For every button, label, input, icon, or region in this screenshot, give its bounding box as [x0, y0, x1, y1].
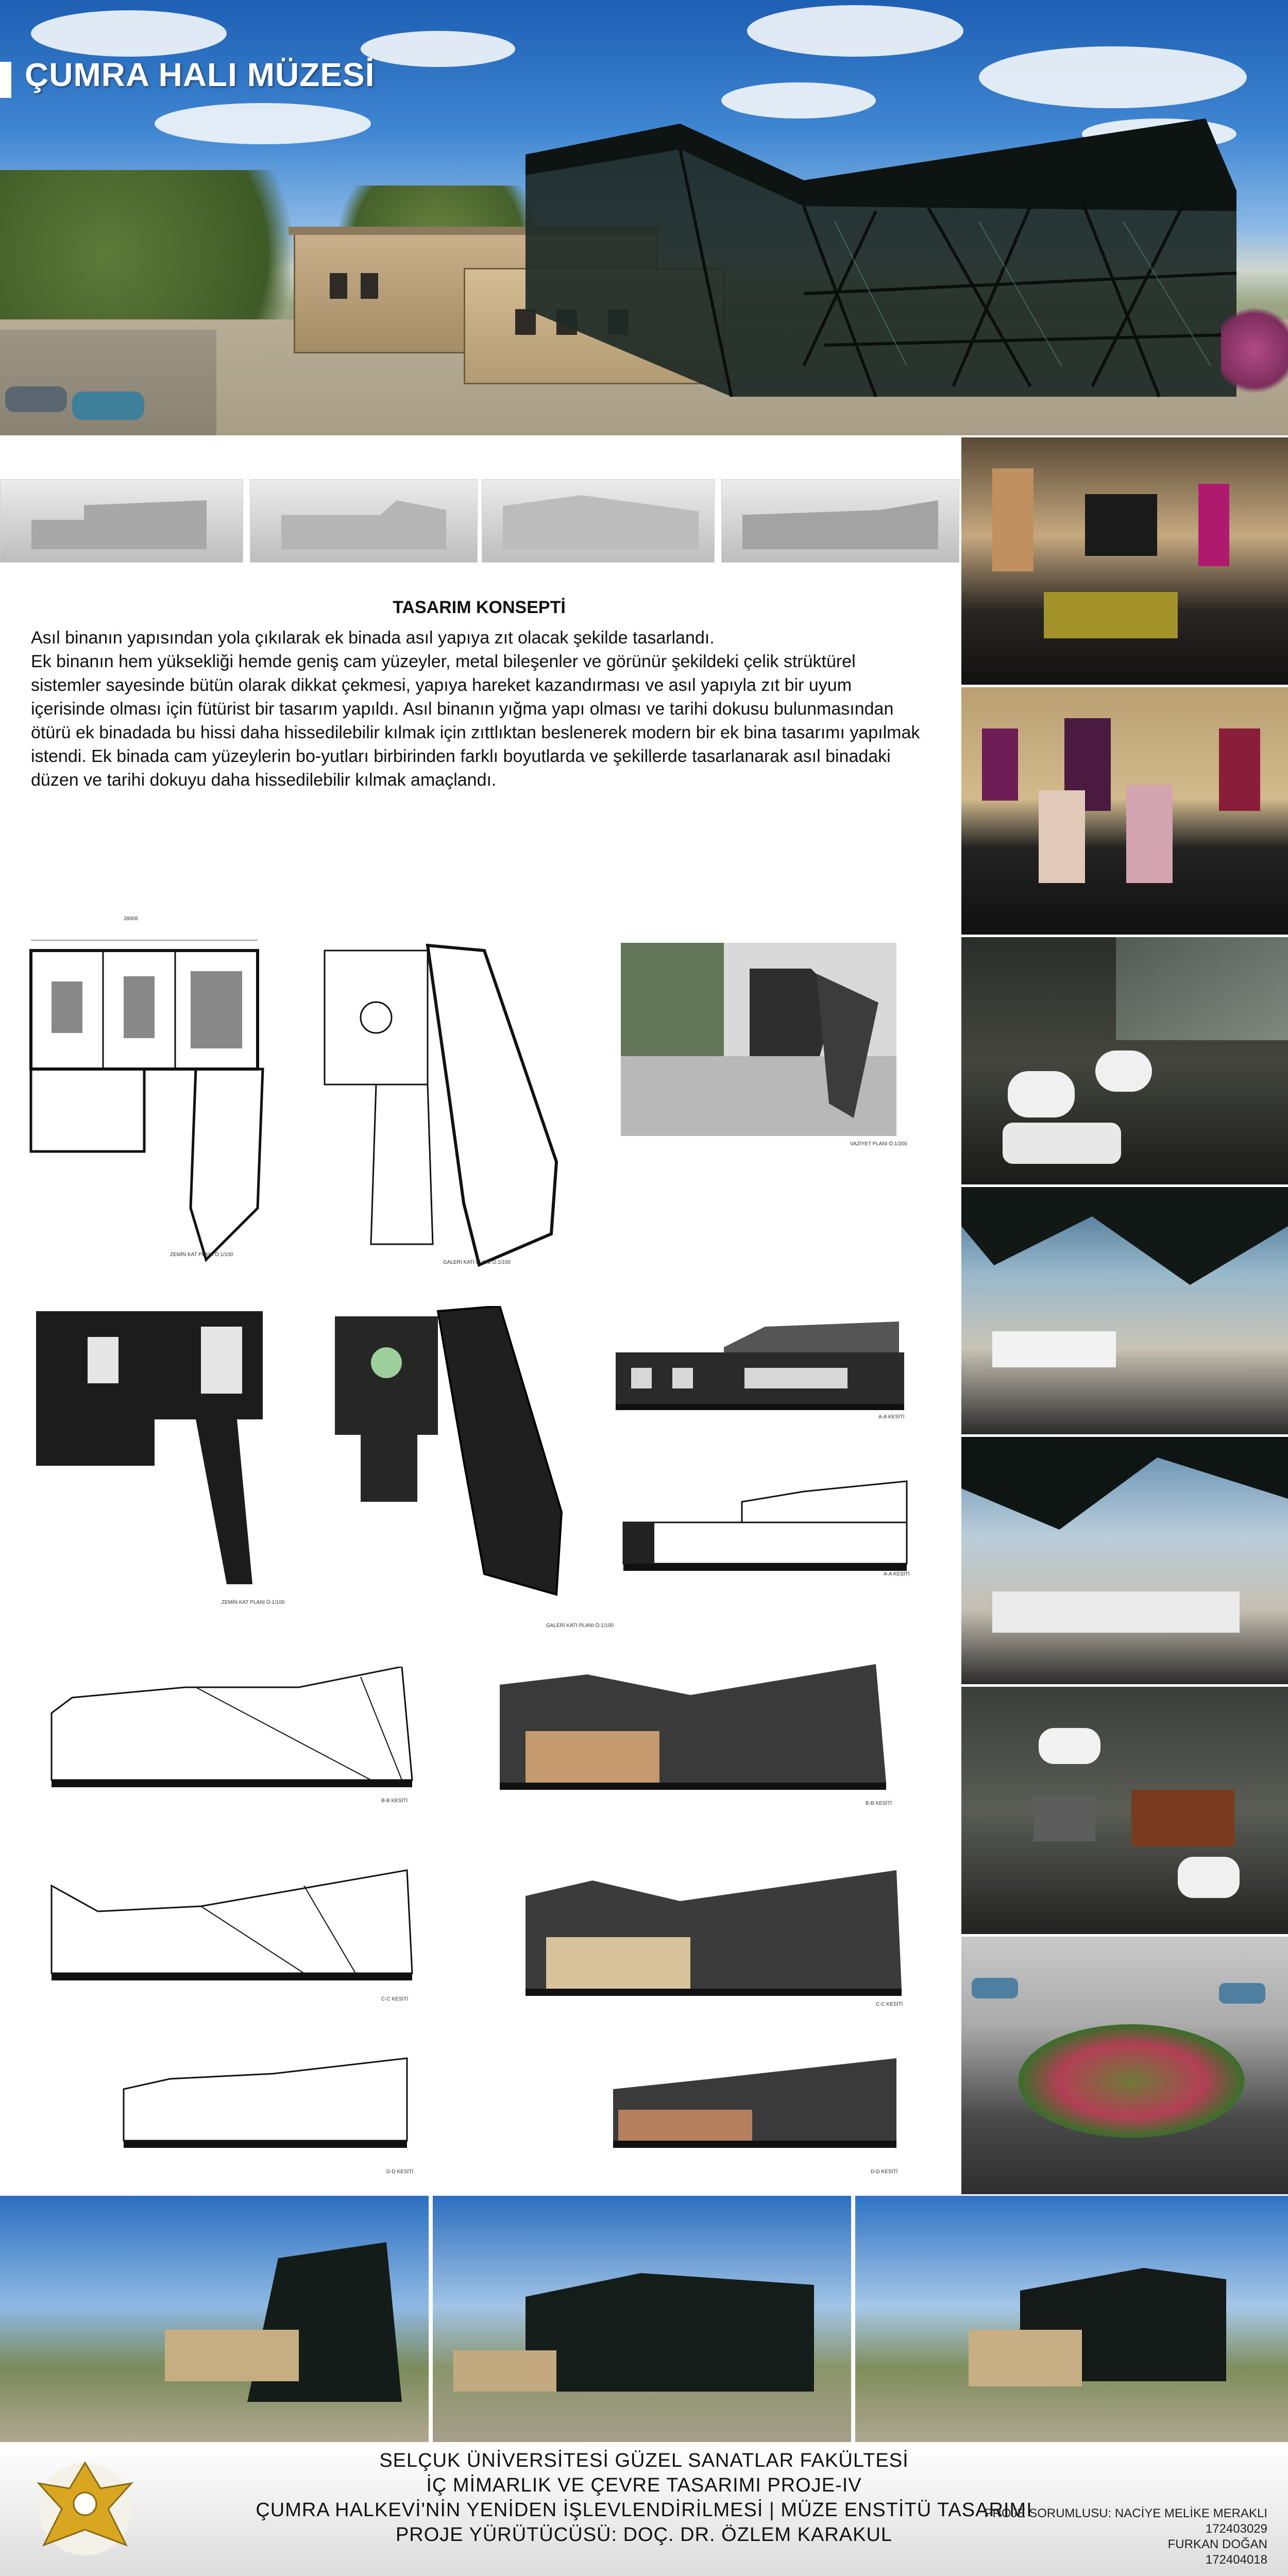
- footer-supervisor: PROJE YÜRÜTÜCÜSÜ: DOÇ. DR. ÖZLEM KARAKUL: [395, 2524, 893, 2546]
- gallery-plan-label-1: GALERİ KATI PLANI Ö:1/100: [443, 1260, 511, 1265]
- gallery-floor-plan-2: [330, 1306, 577, 1605]
- section-bb-label-1: B-B KESİTİ: [381, 1798, 408, 1804]
- concept-paragraph-2: Ek binanın hem yüksekliği hemde geniş cam yüzeyler, metal bileşenler ve görünür şekildeki çelik strüktürel sistemler sayesinde bütün olarak dikkat çekmesi, yapıya hareket kazandırması ve asıl yapıyla zıt bir uyum içerisinde olması için fütürist bir tasarım yapıldı. Asıl binanın yığma yapı olması ve tarihi dokusu bulunmasından ötürü ek binadada bu hissi daha hissedilebilir kılmak için zıttlıktan beslenerek modern bir ek bina tasarımı yapılmak istendi. Ek binada cam yüzeylerin bo-yutları birbirinden farklı boyutlarda ve şekillerde tasarlanarak asıl binadaki düzen ve tarihi dokuyu daha hissedilebilir kılmak amaçlandı.: [31, 652, 920, 790]
- section-bb-label-2: B-B KESİTİ: [866, 1801, 892, 1806]
- page-title: ÇUMRA HALI MÜZESİ: [25, 56, 375, 93]
- section-cc-1: [46, 1865, 428, 1994]
- interior-render-reception: [961, 435, 1288, 687]
- interior-render-carpet-gallery: [961, 685, 1288, 937]
- interior-render-lounge-1: [961, 935, 1288, 1187]
- elevation-thumbnail-4: [721, 479, 959, 563]
- terrace-render: [961, 1935, 1288, 2196]
- concept-body: [31, 626, 927, 792]
- credit-name-2: FURKAN DOĞAN: [1167, 2537, 1267, 2551]
- ground-plan-label-2: ZEMİN KAT PLANI Ö:1/100: [222, 1600, 285, 1605]
- credit-id-1: 172403029: [1205, 2522, 1267, 2536]
- elevation-thumbnail-3: [482, 479, 715, 563]
- credit-id-2: 172404018: [1205, 2553, 1267, 2567]
- elevation-thumbnail-2: [250, 479, 478, 563]
- section-aa-2: [618, 1471, 912, 1574]
- hero-render: [0, 0, 1288, 435]
- section-bb-2: [495, 1664, 891, 1798]
- section-cc-label-2: C-C KESİTİ: [876, 2002, 903, 2007]
- site-plan-label: VAZİYET PLANI Ö:1/200: [850, 1141, 907, 1147]
- title-bar-accent: [0, 62, 11, 98]
- gallery-floor-plan-1: [309, 935, 577, 1275]
- section-aa-label-1: A-A KESİTİ: [878, 1414, 905, 1420]
- section-bb-1: [41, 1667, 422, 1795]
- section-aa-label-2: A-A KESİTİ: [884, 1571, 910, 1577]
- footer-project-title: ÇUMRA HALKEVİ'NİN YENİDEN İŞLEVLENDİRİLMESİ | MÜZE ENSTİTÜ TASARIMI: [256, 2499, 1032, 2521]
- exterior-render-1: [0, 2196, 429, 2442]
- exterior-render-2: [433, 2196, 851, 2442]
- section-cc-2: [515, 1870, 907, 1999]
- ground-plan-label-1: ZEMİN KAT PLANI Ö:1/100: [170, 1252, 233, 1258]
- glass-annex-render: [515, 77, 1247, 407]
- exterior-render-3: [855, 2196, 1288, 2442]
- section-dd-2: [608, 2048, 907, 2161]
- section-dd-1: [118, 2048, 417, 2161]
- concept-heading: TASARIM KONSEPTİ: [393, 598, 566, 617]
- interior-render-library-2: [961, 1435, 1288, 1686]
- ground-floor-plan-1: [21, 920, 278, 1270]
- dimension-label: 28006: [124, 916, 138, 922]
- gallery-plan-label-2: GALERİ KATI PLANI Ö:1/100: [546, 1623, 614, 1629]
- footer-department: İÇ MİMARLIK VE ÇEVRE TASARIMI PROJE-IV: [426, 2475, 862, 2496]
- interior-render-lounge-2: [961, 1685, 1288, 1936]
- site-plan: [621, 943, 896, 1136]
- footer: [0, 2445, 1288, 2576]
- section-aa-1: [611, 1311, 909, 1414]
- interior-render-library-1: [961, 1185, 1288, 1436]
- ground-floor-plan-2: [31, 1306, 289, 1595]
- footer-faculty: SELÇUK ÜNİVERSİTESİ GÜZEL SANATLAR FAKÜLTESİ: [379, 2450, 909, 2471]
- section-dd-label-2: D-D KESİTİ: [871, 2169, 898, 2175]
- section-dd-label-1: D-D KESİTİ: [386, 2169, 414, 2175]
- credit-responsible: PROJE SORUMLUSU: NACİYE MELİKE MERAKLI: [984, 2506, 1267, 2520]
- elevation-thumbnail-1: [0, 479, 243, 563]
- concept-paragraph-1: Asıl binanın yapısından yola çıkılarak ek binada asıl yapıya zıt olacak şekilde tasarlandı.: [31, 628, 715, 648]
- section-cc-label-1: C-C KESİTİ: [381, 1996, 409, 2002]
